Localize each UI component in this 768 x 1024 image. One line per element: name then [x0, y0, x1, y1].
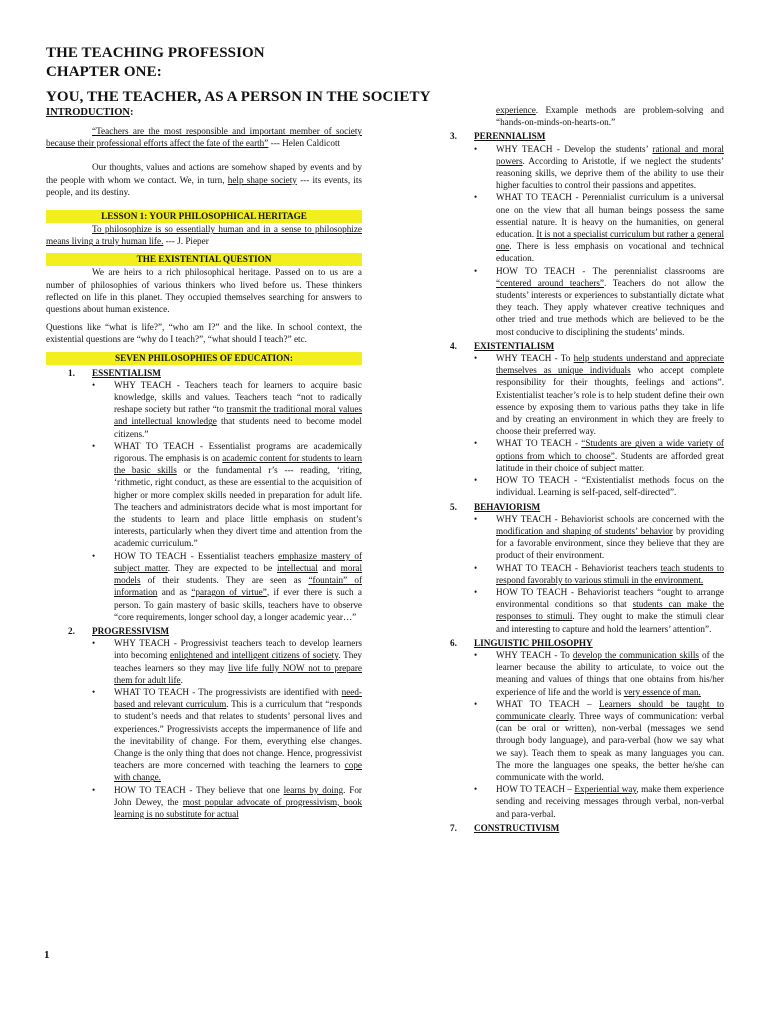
questions-paragraph: Questions like “what is life?”, “who am I?” and the like. In school context, the existential questions are “why do I teach?”, “what should I teach?” etc.	[46, 322, 362, 345]
introduction-label: INTRODUCTION	[46, 107, 131, 118]
existentialism-heading	[428, 340, 724, 352]
intro-text-end: --- its events, its people, and its destiny.	[46, 174, 362, 197]
quote-author: --- Helen Caldicott	[268, 138, 341, 149]
list-item: • WHAT TO TEACH - Behaviorist teachers teach students to respond favorably to various stimuli in the environment.	[428, 562, 724, 586]
list-item: • WHY TEACH - Behaviorist schools are concerned with the modification and shaping of students’ behavior by providing for a favorable environment, since they believe that they are product of their environment.	[428, 513, 724, 562]
list-item: • WHY TEACH - Teachers teach for learners to acquire basic knowledge, skills and values. Teachers teach “not to radically reshape society but rather “to transmit the traditional moral values and intellectual knowledge that students need to become model citizens.”	[46, 379, 362, 440]
item-number: 5.	[450, 501, 457, 512]
list-item: • HOW TO TEACH - They believe that one learns by doing. For John Dewey, the most popular advocate of progressivism, book learning is no substitute for actual	[46, 784, 362, 821]
introduction-heading	[46, 107, 134, 118]
list-item: • WHY TEACH - Develop the students’ rational and moral powers. According to Aristotle, if we neglect the students’ reasoning skills, we deprive them of the ability to use their higher faculties to control their passions and appetites.	[428, 143, 724, 192]
item-title: ESSENTIALISM	[92, 367, 161, 378]
lesson-quote	[46, 223, 362, 247]
document-title: THE TEACHING PROFESSION	[46, 45, 265, 61]
essentialism-list	[46, 379, 362, 623]
item-title: EXISTENTIALISM	[474, 340, 555, 351]
linguistic-philosophy-heading	[428, 637, 724, 649]
quote-text: “Teachers are the most responsible and important member of society because their professional efforts affect the fate of the earth”	[46, 126, 362, 149]
item-title: LINGUISTIC PHILOSOPHY	[474, 637, 593, 648]
intro-paragraph	[46, 161, 362, 198]
item-number: 7.	[450, 822, 457, 833]
existential-heading: THE EXISTENTIAL QUESTION	[46, 253, 362, 266]
list-item: • WHAT TO TEACH - Essentialist programs are academically rigorous. The emphasis is on academic content for students to learn the basic skills or the fundamental r’s --- reading, ‘riting, ‘rithmetic, right conduct, as these are essential to the acquisition of higher or more complex skills needed in preparation for adult life. The teachers and administrators decide what is most important for the students to learn and place little emphasis on student’s interests, particularly when they divert time and attention from the academic curriculum.”	[46, 440, 362, 550]
item-number: 3.	[450, 131, 457, 142]
lesson-quote-text: To philosophize is so essentially human and in a sense to philosophize means living a truly human life.	[46, 224, 362, 247]
progressivism-continued: experience. Example methods are problem-solving and “hands-on-minds-on-hearts-on.”	[496, 105, 724, 128]
left-column	[46, 125, 362, 820]
list-item: • WHAT TO TEACH – Learners should be taught to communicate clearly. Three ways of communication: verbal (can be oral or written), non-verbal (messages we send through body language), and para-verbal (how we say what we say). Teach them to speak as many languages you can. The more the languages one speaks, the better he/she can communicate with the world.	[428, 698, 724, 783]
list-item: • HOW TO TEACH - “Existentialist methods focus on the individual. Learning is self-paced, self-directed”.	[428, 474, 724, 498]
introduction-colon: :	[130, 107, 134, 118]
linguistic-philosophy-list	[428, 649, 724, 820]
progressivism-list	[46, 637, 362, 820]
perennialism-heading	[428, 130, 724, 142]
list-item: • WHY TEACH - To develop the communication skills of the learner because the ability to articulate, to voice out the meaning and values of things that one obtains from his/her experience of life and the world is very essence of man.	[428, 649, 724, 698]
existential-paragraph: We are heirs to a rich philosophical heritage. Passed on to us are a number of philosophies of various thinkers who lived before us. These thinkers reflected on life in this planet. They occupied themselves searching for answers to questions about human existence.	[46, 267, 362, 315]
progressivism-heading	[46, 625, 362, 637]
list-item: • WHAT TO TEACH - The progressivists are identified with need-based and relevant curriculum. This is a curriculum that “responds to student’s needs and that relates to students’ personal lives and experiences.” Progressivists accepts the impermanence of life and the inevitability of change. For them, everything else changes. Change is the only thing that does not change. Hence, progressivist teachers are more concerned with teaching the learners to cope with change.	[46, 686, 362, 784]
list-item: • WHY TEACH - Progressivist teachers teach to develop learners into becoming enlightened and intelligent citizens of society. They teaches learners so they may live life fully NOW not to prepare them for adult life.	[46, 637, 362, 686]
list-item: • HOW TO TEACH - Essentialist teachers emphasize mastery of subject matter. They are expected to be intellectual and moral models of their students. They are seen as “fountain” of information and as “paragon of virtue”, if ever there is such a person. To gain mastery of basic skills, teachers have to observe “core requirements, longer school day, a longer academic year…”	[46, 550, 362, 623]
lesson-quote-author: --- J. Pieper	[163, 236, 209, 247]
behaviorism-heading	[428, 501, 724, 513]
intro-text: Our thoughts, values and actions are somehow shaped by events and by the people with whom we contact. We, in turn,	[46, 162, 362, 185]
existentialism-list	[428, 352, 724, 498]
item-number: 1.	[68, 367, 75, 378]
chapter-title: CHAPTER ONE:	[46, 64, 162, 80]
list-item: • WHY TEACH - To help students understand and appreciate themselves as unique individuals who accept complete responsibility for their thoughts, feelings and actions”. Existentialist teacher’s role is to help student define their own essence by exposing them to various paths they take in life and by creating an environment in which they are freely to choose their preferred way.	[428, 352, 724, 437]
essentialism-heading	[46, 367, 362, 379]
chapter-subtitle: YOU, THE TEACHER, AS A PERSON IN THE SOCIETY	[46, 89, 431, 105]
page-number: 1	[44, 949, 50, 961]
lesson-heading: LESSON 1: YOUR PHILOSOPHICAL HERITAGE	[46, 210, 362, 223]
seven-philosophies-heading: SEVEN PHILOSOPHIES OF EDUCATION:	[46, 352, 362, 365]
item-number: 2.	[68, 625, 75, 636]
right-column	[428, 104, 724, 834]
opening-quote	[46, 125, 362, 149]
list-item: • HOW TO TEACH - Behaviorist teachers “ought to arrange environmental conditions so that students can make the responses to stimuli. They ought to make the stimuli clear and interesting to capture and hold the learners’ attention”.	[428, 586, 724, 635]
item-number: 6.	[450, 637, 457, 648]
item-title: CONSTRUCTIVISM	[474, 822, 560, 833]
item-title: PROGRESSIVISM	[92, 625, 170, 636]
constructivism-heading	[428, 822, 724, 834]
list-item: • WHAT TO TEACH - Perennialist curriculum is a universal one on the view that all human beings possess the same essential nature. It is heavy on the humanities, on general education. It is not a specialist curriculum but rather a general one. There is less emphasis on vocational and technical education.	[428, 191, 724, 264]
perennialism-list	[428, 143, 724, 338]
behaviorism-list	[428, 513, 724, 635]
list-item: • HOW TO TEACH - The perennialist classrooms are “centered around teachers”. Teachers do not allow the students’ interests or experiences to substantially dictate what they teach. They apply whatever creative techniques and other tried and true methods which are believed to be the most conducive to disciplining the students’ minds.	[428, 265, 724, 338]
list-item: • WHAT TO TEACH - “Students are given a wide variety of options from which to choose”. Students are afforded great latitude in their choice of subject matter.	[428, 437, 724, 474]
item-title: BEHAVIORISM	[474, 501, 541, 512]
item-title: PERENNIALISM	[474, 131, 546, 142]
list-item: • HOW TO TEACH – Experiential way, make them experience sending and receiving messages through verbal, non-verbal and para-verbal.	[428, 783, 724, 820]
intro-underlined: help shape society	[227, 174, 297, 185]
item-number: 4.	[450, 340, 457, 351]
